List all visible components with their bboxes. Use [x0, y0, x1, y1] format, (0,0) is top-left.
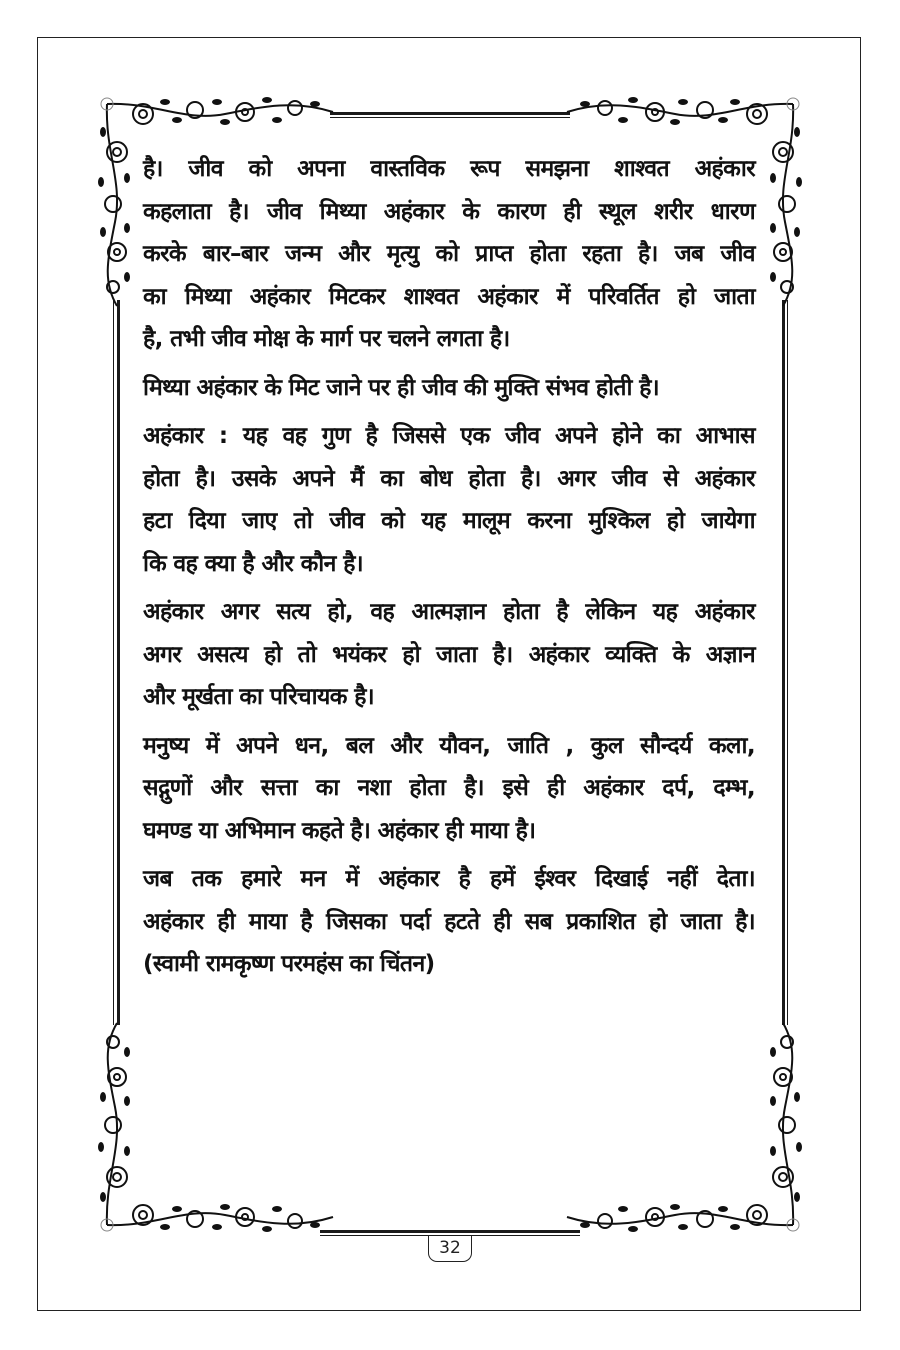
text-line: अहंकार : यह वह गुण है जिससे एक जीव अपने होने का आभास: [143, 423, 755, 449]
page-body-text: [143, 148, 755, 992]
text-line: सद्गुणों और सत्ता का नशा होता है। इसे ही अहंकार दर्प, दम्भ,: [143, 775, 755, 801]
text-line: मिथ्या अहंकार के मिट जाने पर ही जीव की मुक्ति संभव होती है।: [143, 374, 660, 401]
text-line: अहंकार ही माया है जिसका पर्दा हटते ही सब प्रकाशित हो जाता है।: [143, 908, 755, 935]
text-line: जब तक हमारे मन में अहंकार है हमें ईश्वर दिखाई नहीं देता।: [143, 866, 755, 892]
paragraph-4: [143, 591, 755, 719]
text-line: घमण्ड या अभिमान कहते है। अहंकार ही माया है।: [143, 817, 536, 844]
bottom-left-floral-ornament-icon: [95, 1022, 335, 1237]
text-line: और मूर्खता का परिचायक है।: [143, 684, 374, 710]
text-line: है, तभी जीव मोक्ष के मार्ग पर चलने लगता है।: [143, 326, 510, 352]
text-line: कि वह क्या है और कौन है।: [143, 550, 363, 577]
top-border-line-thin: [330, 117, 570, 118]
bottom-border-line: [320, 1230, 580, 1233]
text-line: हटा दिया जाए तो जीव को यह मालूम करना मुश्किल हो जायेगा: [143, 508, 755, 534]
paragraph-3: [143, 415, 755, 585]
text-line: है। जीव को अपना वास्तविक रूप समझना शाश्वत अहंकार: [143, 156, 755, 182]
top-border-line: [330, 112, 570, 115]
page-number: 32: [428, 1236, 472, 1262]
text-line: अगर असत्य हो तो भयंकर हो जाता है। अहंकार व्यक्ति के अज्ञान: [143, 641, 755, 668]
text-line: अहंकार अगर सत्य हो, वह आत्मज्ञान होता है लेकिन यह अहंकार: [143, 599, 755, 625]
left-border-line-thin: [113, 300, 114, 1025]
text-line: होता है। उसके अपने मैं का बोध होता है। अगर जीव से अहंकार: [143, 465, 755, 492]
paragraph-2: [143, 367, 755, 410]
paragraph-6: [143, 858, 755, 986]
text-line: का मिथ्या अहंकार मिटकर शाश्वत अहंकार में परिवर्तित हो जाता: [143, 283, 755, 310]
paragraph-1: [143, 148, 755, 361]
text-line: करके बार–बार जन्म और मृत्यु को प्राप्त होता रहता है। जब जीव: [143, 241, 755, 267]
text-line: कहलाता है। जीव मिथ्या अहंकार के कारण ही स्थूल शरीर धारण: [143, 198, 755, 225]
left-border-line: [117, 300, 120, 1025]
text-line: मनुष्य में अपने धन, बल और यौवन, जाति , कुल सौन्दर्य कला,: [143, 732, 755, 759]
bottom-right-floral-ornament-icon: [565, 1022, 805, 1237]
right-border-line-thin: [787, 300, 788, 1025]
text-line: (स्वामी रामकृष्ण परमहंस का चिंतन): [143, 951, 435, 977]
right-border-line: [782, 300, 785, 1025]
paragraph-5: [143, 725, 755, 853]
